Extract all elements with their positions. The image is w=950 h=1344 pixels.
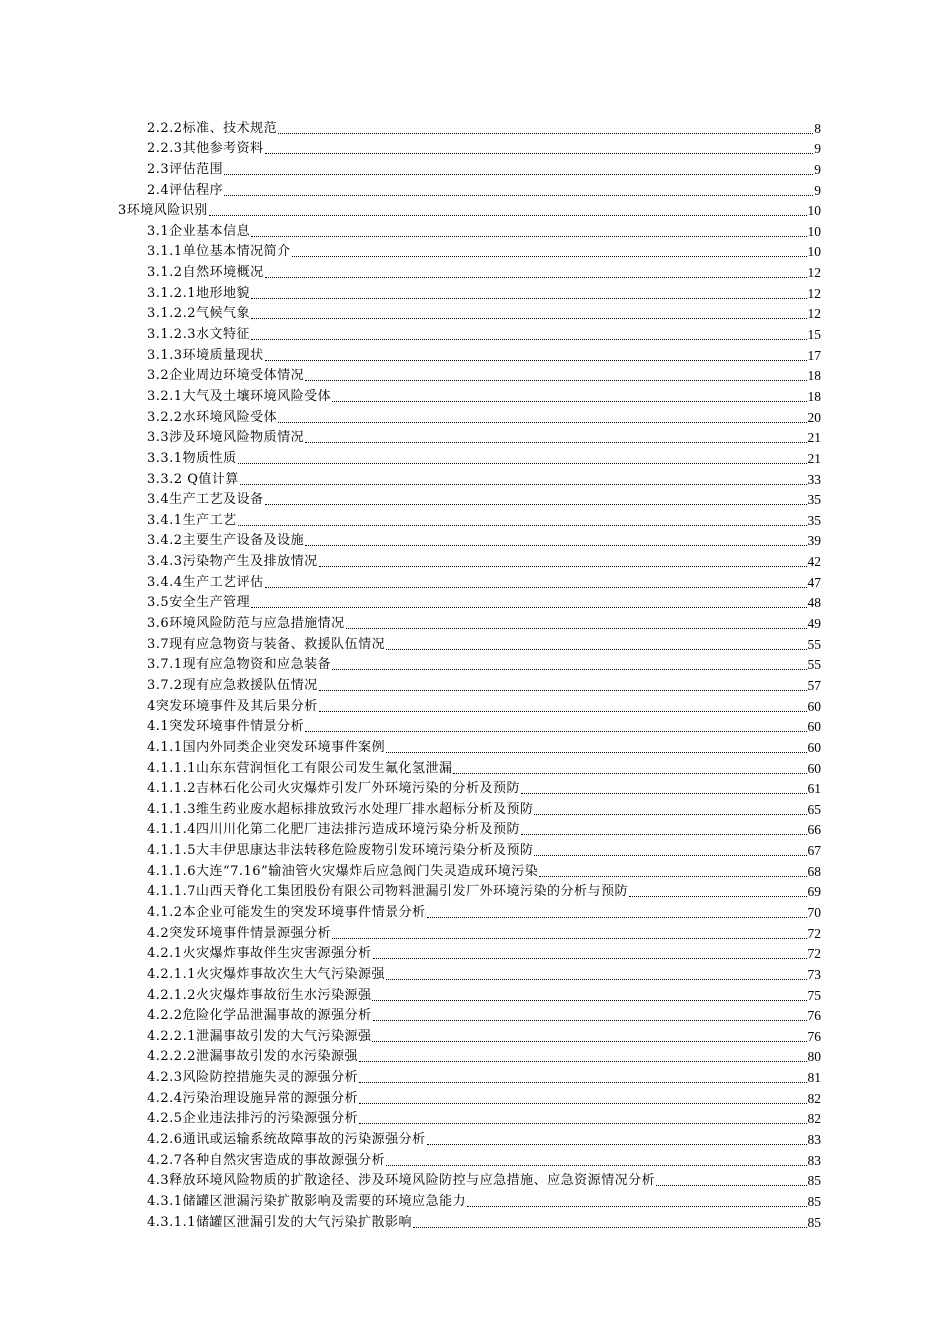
toc-entry-link[interactable] — [147, 1046, 821, 1067]
toc-dot-leader — [413, 1227, 807, 1228]
toc-entry-title: 3.4.3污染物产生及排放情况 — [147, 554, 318, 570]
toc-dot-leader — [265, 360, 807, 361]
toc-entry-title: 3.2.2水环境风险受体 — [147, 409, 278, 425]
toc-page-number: 35 — [807, 512, 821, 528]
toc-entry-link[interactable] — [147, 984, 821, 1005]
toc-entry — [0, 901, 950, 922]
toc-entry-link[interactable] — [147, 716, 821, 737]
toc-entry — [0, 158, 950, 179]
toc-entry-title: 3.1.2.2气候气象 — [147, 306, 250, 322]
toc-dot-leader — [305, 442, 806, 443]
toc-entry-link[interactable] — [147, 117, 821, 138]
toc-entry-link[interactable] — [147, 612, 821, 633]
toc-dot-leader — [427, 917, 807, 918]
toc-dot-leader — [265, 587, 807, 588]
toc-dot-leader — [359, 1123, 806, 1124]
toc-entry — [0, 592, 950, 613]
toc-entry — [0, 860, 950, 881]
toc-dot-leader — [539, 876, 806, 877]
toc-entry-link[interactable] — [147, 592, 821, 613]
toc-entry — [0, 1025, 950, 1046]
toc-dot-leader — [467, 1206, 806, 1207]
toc-entry-link[interactable] — [147, 757, 821, 778]
toc-dot-leader — [372, 1041, 806, 1042]
toc-page-number: 21 — [807, 430, 821, 446]
toc-dot-leader — [319, 566, 807, 567]
toc-page-number: 85 — [807, 1214, 821, 1230]
toc-entry — [0, 550, 950, 571]
toc-dot-leader — [534, 814, 806, 815]
toc-page-number: 12 — [807, 285, 821, 301]
toc-entry-link[interactable] — [147, 179, 821, 200]
toc-entry-title: 3.4.2主要生产设备及设施 — [147, 533, 305, 549]
toc-entry — [0, 778, 950, 799]
toc-entry-link[interactable] — [147, 158, 821, 179]
toc-entry — [0, 654, 950, 675]
toc-entry — [0, 282, 950, 303]
toc-dot-leader — [319, 690, 807, 691]
toc-entry-link[interactable] — [147, 530, 821, 551]
toc-entry-link[interactable] — [147, 550, 821, 571]
toc-entry-link[interactable] — [147, 633, 821, 654]
toc-entry-title: 4.3.1储罐区泄漏污染扩散影响及需要的环境应急能力 — [147, 1193, 467, 1209]
toc-entry-title: 4.1.2本企业可能发生的突发环境事件情景分析 — [147, 904, 426, 920]
toc-entry-title: 2.4评估程序 — [147, 182, 224, 198]
toc-page-number: 68 — [807, 863, 821, 879]
toc-dot-leader — [251, 607, 806, 608]
toc-entry-link[interactable] — [147, 1211, 821, 1232]
toc-page-number: 60 — [807, 698, 821, 714]
toc-page-number: 60 — [807, 760, 821, 776]
toc-dot-leader — [319, 711, 807, 712]
toc-entry — [0, 881, 950, 902]
toc-entry-title: 4.1.1.2吉林石化公司火灾爆炸引发厂外环境污染的分析及预防 — [147, 781, 520, 797]
toc-entry-link[interactable] — [147, 138, 821, 159]
toc-entry-link[interactable] — [147, 489, 821, 510]
toc-entry-title: 4.2.1.2火灾爆炸事故衍生水污染源强 — [147, 987, 372, 1003]
toc-entry-title: 4.2.2危险化学品泄漏事故的源强分析 — [147, 1008, 372, 1024]
toc-page-number: 17 — [807, 347, 821, 363]
toc-page-number: 12 — [807, 306, 821, 322]
toc-entry-title: 3.1企业基本信息 — [147, 223, 251, 239]
toc-dot-leader — [278, 422, 806, 423]
toc-dot-leader — [453, 773, 806, 774]
toc-dot-leader — [209, 215, 807, 216]
toc-dot-leader — [305, 380, 806, 381]
toc-entry-link[interactable] — [147, 1190, 821, 1211]
toc-dot-leader — [534, 855, 806, 856]
toc-page-number: 20 — [807, 409, 821, 425]
toc-entry — [0, 736, 950, 757]
toc-entry-title: 3.1.2自然环境概况 — [147, 265, 264, 281]
toc-dot-leader — [305, 731, 806, 732]
toc-page-number: 39 — [807, 533, 821, 549]
toc-entry-link[interactable] — [147, 1108, 821, 1129]
toc-entry-title: 4.2.4污染治理设施异常的源强分析 — [147, 1090, 359, 1106]
toc-page-number: 76 — [807, 1028, 821, 1044]
toc-entry-title: 3.1.2.3水文特征 — [147, 327, 250, 343]
toc-entry-title: 3.4.1生产工艺 — [147, 512, 237, 528]
toc-entry — [0, 943, 950, 964]
toc-dot-leader — [292, 256, 807, 257]
toc-entry-link[interactable] — [147, 798, 821, 819]
toc-page-number: 82 — [807, 1111, 821, 1127]
toc-entry-title: 3.7.1现有应急物资和应急装备 — [147, 657, 332, 673]
toc-entry — [0, 1211, 950, 1232]
toc-entry-link[interactable] — [147, 736, 821, 757]
toc-page-number: 15 — [807, 327, 821, 343]
toc-page-number: 85 — [807, 1173, 821, 1189]
toc-dot-leader — [656, 1185, 806, 1186]
toc-entry — [0, 241, 950, 262]
toc-entry-link[interactable] — [147, 365, 821, 386]
toc-dot-leader — [265, 277, 807, 278]
toc-entry — [0, 922, 950, 943]
toc-dot-leader — [521, 834, 807, 835]
toc-entry-title: 4.2.5企业违法排污的污染源强分析 — [147, 1111, 359, 1127]
toc-entry-title: 3环境风险识别 — [118, 203, 208, 219]
toc-entry — [0, 716, 950, 737]
toc-entry-title: 3.2企业周边环境受体情况 — [147, 368, 305, 384]
toc-entry-title: 3.6环境风险防范与应急措施情况 — [147, 616, 345, 632]
toc-entry — [0, 406, 950, 427]
toc-entry-link[interactable] — [147, 1066, 821, 1087]
toc-page-number: 42 — [807, 554, 821, 570]
table-of-contents — [0, 117, 950, 1232]
toc-entry-title: 4.1.1.7山西天脊化工集团股份有限公司物料泄漏引发厂外环境污染的分析与预防 — [147, 884, 628, 900]
toc-entry-title: 4.1.1.1山东东营润恒化工有限公司发生氟化氢泄漏 — [147, 760, 453, 776]
toc-entry — [0, 1066, 950, 1087]
toc-entry-title: 4.2.7各种自然灾害造成的事故源强分析 — [147, 1152, 386, 1168]
toc-page-number: 35 — [807, 492, 821, 508]
toc-dot-leader — [238, 525, 807, 526]
toc-entry-link[interactable] — [147, 943, 821, 964]
toc-dot-leader — [224, 174, 813, 175]
toc-entry — [0, 798, 950, 819]
toc-entry-title: 4.1.1.3维生药业废水超标排放致污水处理厂排水超标分析及预防 — [147, 801, 534, 817]
toc-dot-leader — [346, 628, 807, 629]
toc-entry-link[interactable] — [147, 509, 821, 530]
toc-dot-leader — [521, 793, 807, 794]
toc-page-number: 57 — [807, 677, 821, 693]
toc-entry-link[interactable] — [147, 427, 821, 448]
toc-entry — [0, 819, 950, 840]
toc-entry — [0, 385, 950, 406]
toc-page-number: 76 — [807, 1008, 821, 1024]
toc-entry — [0, 839, 950, 860]
toc-page-number: 72 — [807, 925, 821, 941]
toc-entry — [0, 1108, 950, 1129]
toc-entry-link[interactable] — [147, 1025, 821, 1046]
toc-page-number: 10 — [807, 203, 821, 219]
toc-page-number: 10 — [807, 244, 821, 260]
toc-entry-title: 4.1.1.6大连“7.16”输油管火灾爆炸后应急阀门失灵造成环境污染 — [147, 863, 539, 879]
toc-page-number: 70 — [807, 904, 821, 920]
toc-page-number: 49 — [807, 616, 821, 632]
toc-entry — [0, 200, 950, 221]
toc-page-number: 83 — [807, 1152, 821, 1168]
toc-entry — [0, 1005, 950, 1026]
toc-dot-leader — [359, 1082, 806, 1083]
toc-dot-leader — [265, 153, 814, 154]
toc-entry-link[interactable] — [147, 385, 821, 406]
toc-entry — [0, 963, 950, 984]
toc-dot-leader — [265, 504, 807, 505]
toc-entry — [0, 757, 950, 778]
toc-dot-leader — [372, 1000, 806, 1001]
toc-entry-title: 3.7现有应急物资与装备、救援队伍情况 — [147, 636, 386, 652]
toc-page-number: 85 — [807, 1193, 821, 1209]
toc-dot-leader — [373, 958, 807, 959]
toc-entry-link[interactable] — [147, 323, 821, 344]
toc-entry-link[interactable] — [118, 200, 821, 221]
toc-entry — [0, 1046, 950, 1067]
toc-dot-leader — [251, 318, 807, 319]
toc-dot-leader — [251, 339, 807, 340]
toc-entry-link[interactable] — [147, 1087, 821, 1108]
toc-entry — [0, 1170, 950, 1191]
toc-entry-link[interactable] — [147, 819, 821, 840]
toc-page-number: 69 — [807, 884, 821, 900]
toc-entry-title: 4.1.1国内外同类企业突发环境事件案例 — [147, 739, 386, 755]
toc-entry-title: 3.1.1单位基本情况简介 — [147, 244, 291, 260]
toc-page-number: 33 — [807, 471, 821, 487]
toc-entry-link[interactable] — [147, 344, 821, 365]
toc-entry-link[interactable] — [147, 778, 821, 799]
toc-page-number: 55 — [807, 657, 821, 673]
toc-entry-title: 4.3.1.1储罐区泄漏引发的大气污染扩散影响 — [147, 1214, 412, 1230]
toc-dot-leader — [386, 649, 806, 650]
toc-entry — [0, 468, 950, 489]
toc-page-number: 80 — [807, 1049, 821, 1065]
toc-page-number: 81 — [807, 1070, 821, 1086]
toc-entry-link[interactable] — [147, 674, 821, 695]
toc-page-number: 67 — [807, 843, 821, 859]
toc-entry-link[interactable] — [147, 695, 821, 716]
toc-entry — [0, 303, 950, 324]
toc-entry — [0, 984, 950, 1005]
toc-entry — [0, 509, 950, 530]
toc-entry-link[interactable] — [147, 1149, 821, 1170]
toc-entry — [0, 571, 950, 592]
toc-entry — [0, 261, 950, 282]
toc-entry — [0, 117, 950, 138]
toc-dot-leader — [386, 752, 806, 753]
toc-entry-link[interactable] — [147, 922, 821, 943]
toc-entry — [0, 1087, 950, 1108]
toc-page-number: 55 — [807, 636, 821, 652]
toc-entry-link[interactable] — [147, 303, 821, 324]
toc-page-number: 65 — [807, 801, 821, 817]
toc-entry — [0, 447, 950, 468]
toc-entry-link[interactable] — [147, 406, 821, 427]
toc-entry — [0, 695, 950, 716]
toc-entry-title: 4.1.1.5大丰伊思康达非法转移危险废物引发环境污染分析及预防 — [147, 843, 534, 859]
toc-page-number: 60 — [807, 719, 821, 735]
toc-page-number: 73 — [807, 966, 821, 982]
toc-page-number: 60 — [807, 739, 821, 755]
toc-page-number: 83 — [807, 1132, 821, 1148]
toc-entry-link[interactable] — [147, 654, 821, 675]
toc-entry-title: 3.3.1物质性质 — [147, 450, 237, 466]
toc-entry-title: 4突发环境事件及其后果分析 — [147, 698, 318, 714]
toc-dot-leader — [332, 401, 806, 402]
toc-entry-title: 4.2.1火灾爆炸事故伴生灾害源强分析 — [147, 946, 372, 962]
toc-dot-leader — [224, 195, 813, 196]
toc-page-number: 75 — [807, 987, 821, 1003]
toc-entry-title: 3.4.4生产工艺评估 — [147, 574, 264, 590]
toc-dot-leader — [305, 545, 806, 546]
toc-dot-leader — [251, 298, 807, 299]
toc-entry-title: 3.1.2.1地形地貌 — [147, 285, 250, 301]
toc-dot-leader — [238, 463, 807, 464]
toc-page-number: 72 — [807, 946, 821, 962]
toc-page-number: 82 — [807, 1090, 821, 1106]
toc-entry — [0, 1128, 950, 1149]
toc-entry-link[interactable] — [147, 261, 821, 282]
toc-entry-title: 4.2.6通讯或运输系统故障事故的污染源强分析 — [147, 1132, 426, 1148]
toc-page-number: 47 — [807, 574, 821, 590]
toc-entry-link[interactable] — [147, 282, 821, 303]
toc-entry-link[interactable] — [147, 839, 821, 860]
toc-entry-title: 4.1.1.4四川川化第二化肥厂违法排污造成环境污染分析及预防 — [147, 822, 520, 838]
toc-entry-link[interactable] — [147, 860, 821, 881]
toc-entry-title: 3.2.1大气及土壤环境风险受体 — [147, 388, 332, 404]
toc-entry — [0, 427, 950, 448]
toc-entry — [0, 179, 950, 200]
toc-entry — [0, 365, 950, 386]
toc-entry-link[interactable] — [147, 220, 821, 241]
toc-page-number: 8 — [814, 120, 821, 136]
toc-entry — [0, 674, 950, 695]
toc-entry-title: 4.3释放环境风险物质的扩散途径、涉及环境风险防控与应急措施、应急资源情况分析 — [147, 1173, 656, 1189]
toc-entry-title: 4.2.1.1火灾爆炸事故次生大气污染源强 — [147, 966, 385, 982]
toc-entry — [0, 1149, 950, 1170]
toc-page-number: 9 — [814, 161, 821, 177]
toc-entry — [0, 489, 950, 510]
toc-entry — [0, 323, 950, 344]
toc-entry — [0, 344, 950, 365]
toc-entry-title: 4.2.3风险防控措施失灵的源强分析 — [147, 1070, 359, 1086]
toc-dot-leader — [251, 236, 806, 237]
toc-dot-leader — [359, 1103, 806, 1104]
toc-dot-leader — [240, 484, 807, 485]
toc-page-number: 9 — [814, 182, 821, 198]
toc-entry-title: 2.2.2标准、技术规范 — [147, 120, 278, 136]
toc-entry-link[interactable] — [147, 241, 821, 262]
toc-dot-leader — [386, 1165, 806, 1166]
toc-entry-link[interactable] — [147, 468, 821, 489]
toc-dot-leader — [332, 938, 806, 939]
toc-entry — [0, 1190, 950, 1211]
toc-entry-title: 3.3.2 Q值计算 — [147, 471, 239, 487]
toc-entry-title: 4.1突发环境事件情景分析 — [147, 719, 305, 735]
toc-entry-link[interactable] — [147, 881, 821, 902]
toc-dot-leader — [386, 979, 807, 980]
toc-entry-title: 2.2.3其他参考资料 — [147, 141, 264, 157]
toc-entry — [0, 138, 950, 159]
toc-dot-leader — [359, 1061, 807, 1062]
toc-entry-link[interactable] — [147, 1128, 821, 1149]
toc-entry — [0, 633, 950, 654]
toc-page-number: 48 — [807, 595, 821, 611]
toc-entry-title: 2.3评估范围 — [147, 161, 224, 177]
toc-dot-leader — [427, 1144, 807, 1145]
toc-dot-leader — [332, 669, 806, 670]
toc-entry-link[interactable] — [147, 963, 821, 984]
toc-entry-title: 3.7.2现有应急救援队伍情况 — [147, 677, 318, 693]
toc-page-number: 9 — [814, 141, 821, 157]
toc-entry-title: 4.2突发环境事件情景源强分析 — [147, 925, 332, 941]
toc-dot-leader — [278, 133, 813, 134]
toc-page-number: 18 — [807, 388, 821, 404]
toc-entry-link[interactable] — [147, 571, 821, 592]
toc-entry — [0, 612, 950, 633]
toc-entry-link[interactable] — [147, 901, 821, 922]
toc-entry-link[interactable] — [147, 447, 821, 468]
toc-entry-link[interactable] — [147, 1005, 821, 1026]
toc-entry-link[interactable] — [147, 1170, 821, 1191]
toc-entry-title: 4.2.2.1泄漏事故引发的大气污染源强 — [147, 1028, 372, 1044]
toc-dot-leader — [629, 896, 807, 897]
toc-page-number: 10 — [807, 223, 821, 239]
toc-entry — [0, 220, 950, 241]
toc-page-number: 66 — [807, 822, 821, 838]
toc-entry-title: 3.3涉及环境风险物质情况 — [147, 430, 305, 446]
toc-page-number: 12 — [807, 265, 821, 281]
toc-dot-leader — [373, 1020, 807, 1021]
toc-entry-title: 3.1.3环境质量现状 — [147, 347, 264, 363]
toc-page-number: 18 — [807, 368, 821, 384]
toc-entry-title: 4.2.2.2泄漏事故引发的水污染源强 — [147, 1049, 358, 1065]
toc-page-number: 21 — [807, 450, 821, 466]
toc-page-number: 61 — [807, 781, 821, 797]
toc-entry — [0, 530, 950, 551]
toc-entry-title: 3.5安全生产管理 — [147, 595, 251, 611]
toc-entry-title: 3.4生产工艺及设备 — [147, 492, 264, 508]
